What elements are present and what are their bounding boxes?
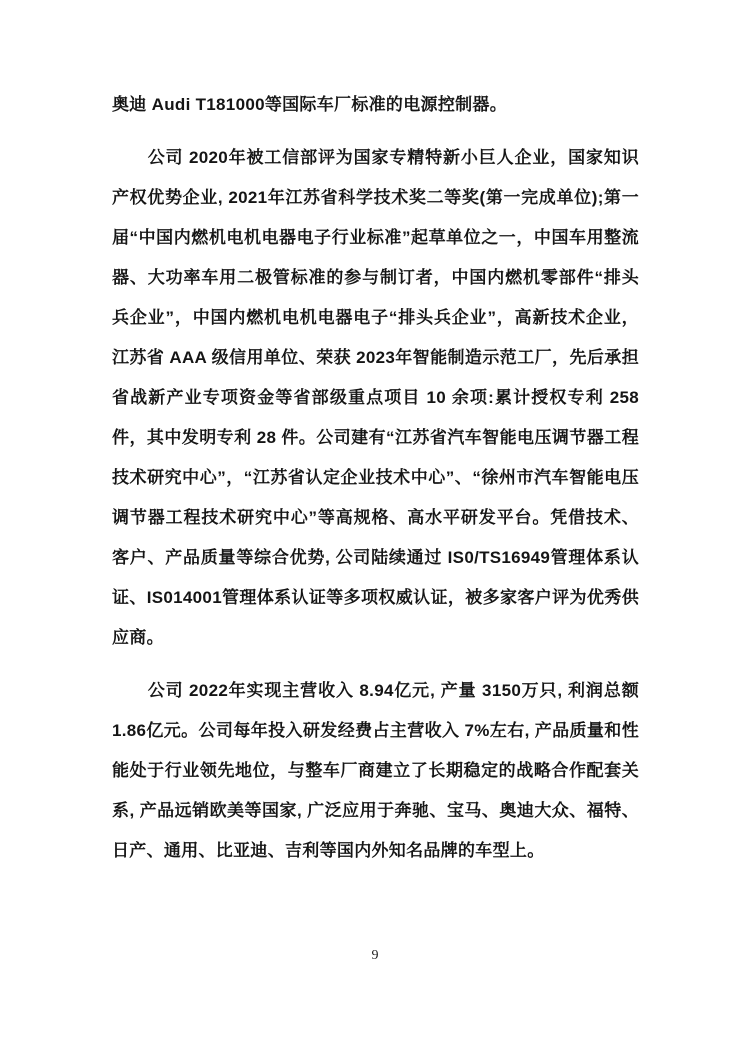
paragraph-carryover: 奥迪 Audi T181000等国际车厂标准的电源控制器。 xyxy=(112,95,508,114)
page-number: 9 xyxy=(371,948,379,963)
page-content xyxy=(112,85,639,871)
paragraph-company-performance: 公司 2022年实现主营收入 8.94亿元, 产量 3150万只, 利润总额 1.86亿元。公司每年投入研发经费占主营收入 7%左右, 产品质量和性能处于行业领先地位，与整车厂商建立了长期稳定的战略合作配套关系, 产品远销欧美等国家, 广泛应用于奔驰、宝马、奥迪大众、福特、日产、通用、比亚迪、吉利等国内外知名品牌的车型上。 xyxy=(112,681,639,860)
paragraph-company-honors: 公司 2020年被工信部评为国家专精特新小巨人企业，国家知识产权优势企业, 2021年江苏省科学技术奖二等奖(第一完成单位);第一届“中国内燃机电机电器电子行业标准”起草单位之一，中国车用整流器、大功率车用二极管标准的参与制订者，中国内燃机零部件“排头兵企业”，中国内燃机电机电器电子“排头兵企业”，高新技术企业，江苏省 AAA 级信用单位、荣获 2023年智能制造示范工厂，先后承担省战新产业专项资金等省部级重点项目 10 余项:累计授权专利 258 件，其中发明专利 28 件。公司建有“江苏省汽车智能电压调节器工程技术研究中心”，“江苏省认定企业技术中心”、“徐州市汽车智能电压调节器工程技术研究中心”等高规格、高水平研发平台。凭借技术、客户、产品质量等综合优势, 公司陆续通过 IS0/TS16949管理体系认证、IS014001管理体系认证等多项权威认证，被多家客户评为优秀供应商。 xyxy=(112,148,639,647)
